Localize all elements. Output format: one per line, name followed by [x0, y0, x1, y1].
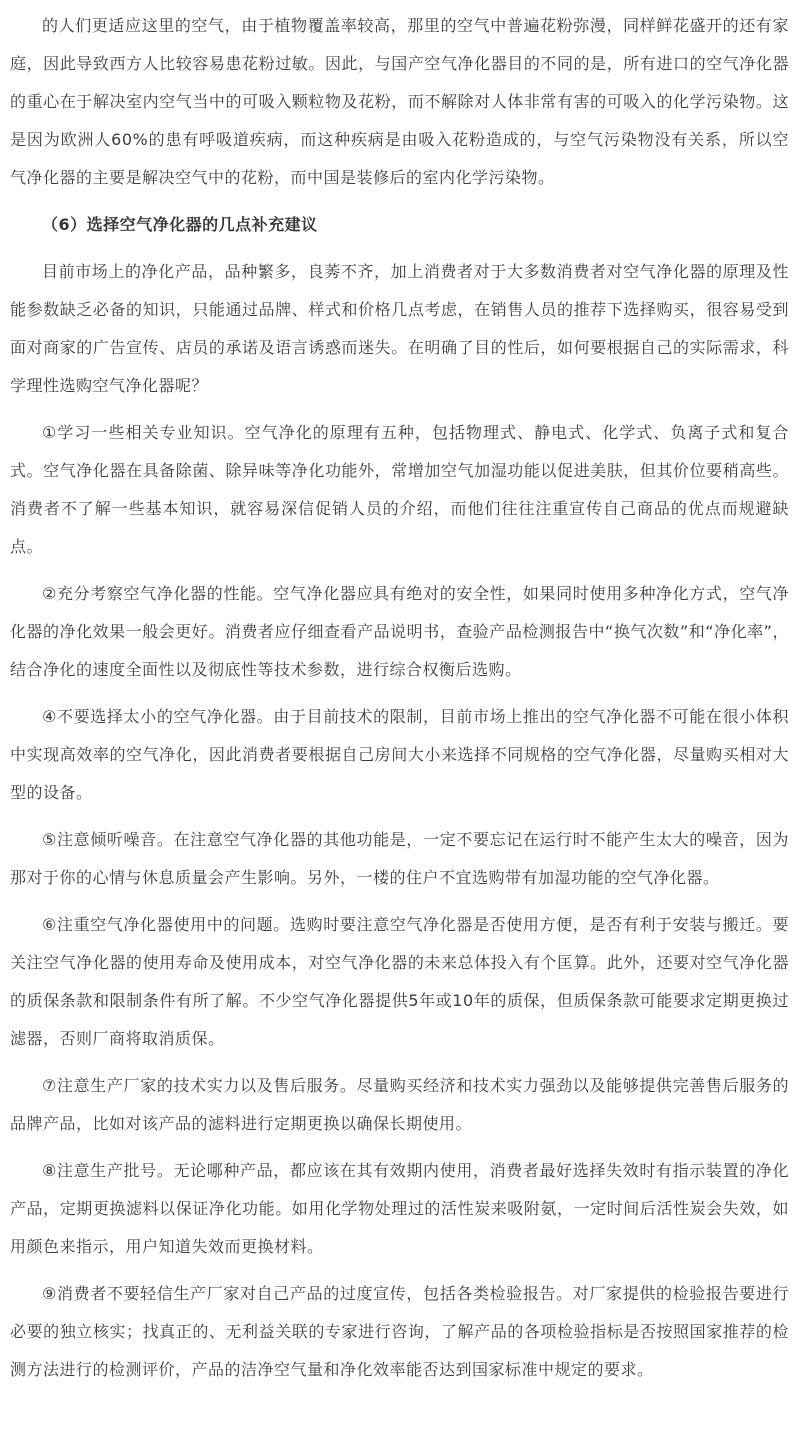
section-heading-supplementary-advice: （6）选择空气净化器的几点补充建议 [42, 215, 318, 234]
paragraph-imported-purifiers: 的人们更适应这里的空气，由于植物覆盖率较高，那里的空气中普遍花粉弥漫，同样鲜花盛开的还有家庭，因此导致西方人比较容易患花粉过敏。因此，与国产空气净化器目的不同的是，所有进口的空气净化器的重心在于解决室内空气当中的可吸入颗粒物及花粉，而不解除对人体非常有害的可吸入的化学污染物。这是因为欧洲人60%的患有呼吸道疾病，而这种疾病是由吸入花粉造成的，与空气污染物没有关系，所以空气净化器的主要是解决空气中的花粉，而中国是装修后的室内化学污染物。 [10, 16, 789, 187]
paragraph-tip-8-production-batch: ⑧注意生产批号。无论哪种产品，都应该在其有效期内使用，消费者最好选择失效时有指示装置的净化产品，定期更换滤料以保证净化功能。如用化学物处理过的活性炭来吸附氨，一定时间后活性炭会失效，如用颜色来指示，用户知道失效而更换材料。 [10, 1161, 789, 1256]
paragraph-tip-9-verify-claims: ⑨消费者不要轻信生产厂家对自己产品的过度宣传，包括各类检验报告。对厂家提供的检验报告要进行必要的独立核实；找真正的、无利益关联的专家进行咨询，了解产品的各项检验指标是否按照国家推荐的检测方法进行的检测评价，产品的洁净空气量和净化效率能否达到国家标准中规定的要求。 [10, 1284, 789, 1379]
paragraph-tip-1-learn-knowledge: ①学习一些相关专业知识。空气净化的原理有五种，包括物理式、静电式、化学式、负离子式和复合式。空气净化器在具备除菌、除异味等净化功能外，常增加空气加湿功能以促进美肤，但其价位要稍高些。消费者不了解一些基本知识，就容易深信促销人员的介绍，而他们往往注重宣传自己商品的优点而规避缺点。 [10, 423, 789, 556]
paragraph-tip-5-listen-for-noise: ⑤注意倾听噪音。在注意空气净化器的其他功能是，一定不要忘记在运行时不能产生太大的噪音，因为那对于你的心情与休息质量会产生影响。另外，一楼的住户不宜选购带有加湿功能的空气净化器。 [10, 830, 789, 887]
paragraph-tip-2-examine-performance: ②充分考察空气净化器的性能。空气净化器应具有绝对的安全性，如果同时使用多种净化方式，空气净化器的净化效果一般会更好。消费者应仔细查看产品说明书，查验产品检测报告中“换气次数”和“净化率”，结合净化的速度全面性以及彻底性等技术参数，进行综合权衡后选购。 [10, 584, 789, 679]
paragraph-tip-4-avoid-small-units: ④不要选择太小的空气净化器。由于目前技术的限制，目前市场上推出的空气净化器不可能在很小体积中实现高效率的空气净化，因此消费者要根据自己房间大小来选择不同规格的空气净化器，尽量购买相对大型的设备。 [10, 707, 789, 802]
paragraph-tip-6-usage-issues: ⑥注重空气净化器使用中的问题。选购时要注意空气净化器是否使用方便，是否有利于安装与搬迁。要关注空气净化器的使用寿命及使用成本，对空气净化器的未来总体投入有个匡算。此外，还要对空气净化器的质保条款和限制条件有所了解。不少空气净化器提供5年或10年的质保，但质保条款可能要求定期更换过滤器，否则厂商将取消质保。 [10, 915, 789, 1048]
paragraph-market-overview: 目前市场上的净化产品，品种繁多，良莠不齐，加上消费者对于大多数消费者对空气净化器的原理及性能参数缺乏必备的知识，只能通过品牌、样式和价格几点考虑，在销售人员的推荐下选择购买，很容易受到面对商家的广告宣传、店员的承诺及语言诱惑而迷失。在明确了目的性后，如何要根据自己的实际需求，科学理性选购空气净化器呢？ [10, 262, 789, 395]
paragraph-tip-7-manufacturer-strength: ⑦注意生产厂家的技术实力以及售后服务。尽量购买经济和技术实力强劲以及能够提供完善售后服务的品牌产品，比如对该产品的滤料进行定期更换以确保长期使用。 [10, 1076, 789, 1133]
